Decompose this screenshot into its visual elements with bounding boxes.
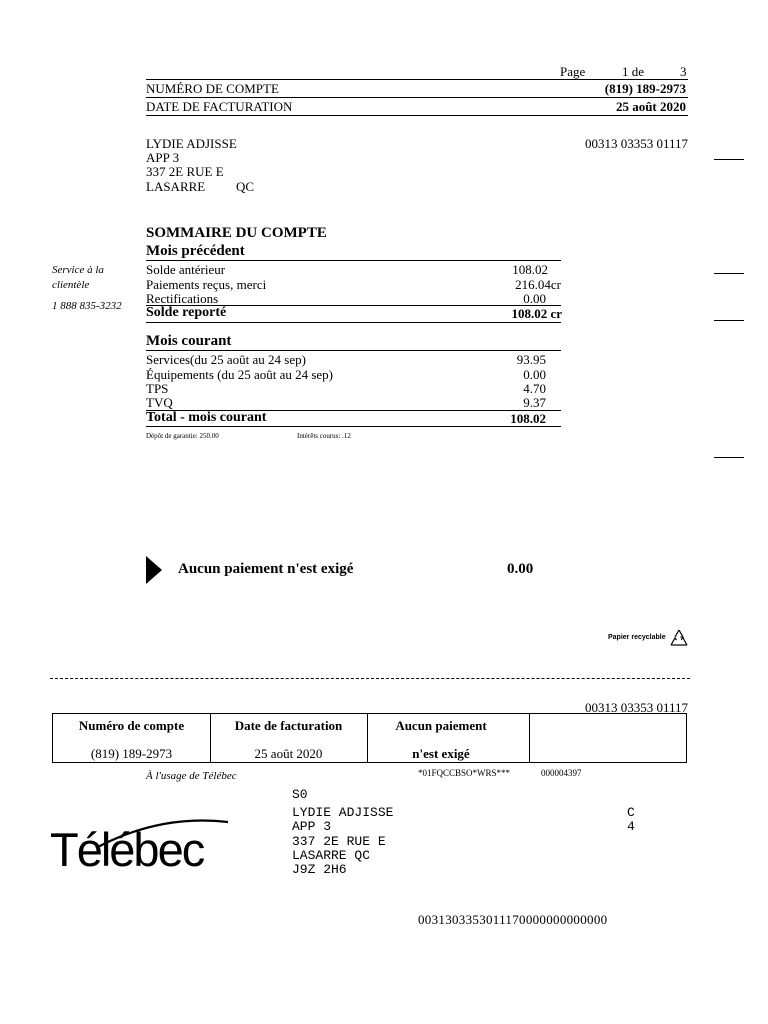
arrow-right-icon <box>146 556 162 584</box>
customer-address-line2: APP 3 <box>146 150 180 165</box>
current-row-value: 4.70 <box>523 381 546 396</box>
customer-service-phone: 1 888 835-3232 <box>52 300 122 312</box>
deposit-note: Dépôt de garantie: 250.00 <box>146 432 219 440</box>
mail-line: LASARRE QC <box>292 848 371 863</box>
mail-line: J9Z 2H6 <box>292 862 347 877</box>
stub-box <box>52 713 687 763</box>
page-label: Page <box>560 64 586 79</box>
previous-month-heading: Mois précédent <box>146 243 245 259</box>
previous-end-rule <box>146 322 561 323</box>
header-rule-1 <box>146 79 688 80</box>
account-number-label: NUMÉRO DE COMPTE <box>146 81 279 96</box>
previous-row-value: 108.02 <box>512 262 548 277</box>
recycle-label: Papier recyclable <box>608 634 666 641</box>
routing-code-number: 000004397 <box>541 768 582 778</box>
previous-row-value: 0.00 <box>523 291 546 306</box>
billing-date-value: 25 août 2020 <box>615 99 686 114</box>
mail-line: APP 3 <box>292 819 332 834</box>
stub-divider <box>529 714 530 762</box>
page-total: 3 <box>680 64 687 79</box>
current-row-value: 0.00 <box>523 367 546 382</box>
payment-message: Aucun paiement n'est exigé <box>178 561 354 577</box>
current-row-label: Équipements (du 25 août au 24 sep) <box>146 367 334 382</box>
current-end-rule <box>146 426 561 427</box>
previous-rule <box>146 260 561 261</box>
billing-date-label: DATE DE FACTURATION <box>146 99 293 114</box>
current-total-label: Total - mois courant <box>146 410 267 425</box>
recycle-icon <box>668 628 690 650</box>
customer-province: QC <box>236 179 255 194</box>
mail-code-right: 4 <box>627 819 635 834</box>
tear-line <box>50 678 690 679</box>
current-month-heading: Mois courant <box>146 333 232 349</box>
mail-line: 337 2E RUE E <box>292 834 386 849</box>
customer-reference: 00313 03353 01117 <box>584 136 688 151</box>
current-row-label: TVQ <box>146 395 173 410</box>
usage-label: À l'usage de Télébec <box>146 770 237 782</box>
previous-total-value: 108.02 cr <box>511 306 562 321</box>
margin-tick <box>714 320 744 321</box>
mail-code-right: C <box>627 805 635 820</box>
mail-line: S0 <box>292 787 308 802</box>
summary-title: SOMMAIRE DU COMPTE <box>146 225 327 241</box>
stub-col1-header: Numéro de compte <box>78 718 185 733</box>
mail-line: LYDIE ADJISSE <box>292 805 394 820</box>
customer-name: LYDIE ADJISSE <box>146 136 237 151</box>
previous-row-label: Solde antérieur <box>146 262 226 277</box>
header-rule-2 <box>146 97 688 98</box>
payment-amount: 0.00 <box>507 561 534 577</box>
margin-tick <box>714 273 744 274</box>
current-row-label: TPS <box>146 381 169 396</box>
margin-tick <box>714 457 744 458</box>
previous-row-label: Paiements reçus, merci <box>146 277 267 292</box>
stub-col2-value: 25 août 2020 <box>254 746 323 761</box>
stub-col3-header: Aucun paiement <box>395 718 487 733</box>
customer-address-line3: 337 2E RUE E <box>146 164 224 179</box>
telebec-logo <box>50 808 240 884</box>
stub-col3-value: n'est exigé <box>412 746 470 761</box>
customer-service-label-1: Service à la <box>52 264 104 276</box>
page-number: 1 de <box>622 64 645 79</box>
interest-note: Intérêts courus: .12 <box>297 432 351 440</box>
current-total-value: 108.02 <box>510 411 546 426</box>
customer-service-label-2: clientèle <box>52 279 90 291</box>
stub-col2-header: Date de facturation <box>234 718 343 733</box>
current-rule <box>146 350 561 351</box>
stub-reference: 00313 03353 01117 <box>584 700 688 715</box>
account-number-value: (819) 189-2973 <box>604 81 686 96</box>
header-rule-3 <box>146 115 688 116</box>
previous-row-value: 216.04cr <box>515 277 561 292</box>
previous-row-label: Rectifications <box>146 291 219 306</box>
current-row-label: Services(du 25 août au 24 sep) <box>146 352 306 367</box>
customer-city: LASARRE <box>146 179 206 194</box>
previous-total-label: Solde reporté <box>146 305 227 320</box>
scan-line-number: 0031303353011170000000000000 <box>418 912 608 927</box>
current-row-value: 9.37 <box>523 395 546 410</box>
margin-tick <box>714 159 744 160</box>
logo-text: Télébec <box>50 823 204 876</box>
current-row-value: 93.95 <box>516 352 546 367</box>
stub-col1-value: (819) 189-2973 <box>90 746 173 761</box>
routing-code: *01FQCCBSO*WRS*** <box>418 768 511 778</box>
